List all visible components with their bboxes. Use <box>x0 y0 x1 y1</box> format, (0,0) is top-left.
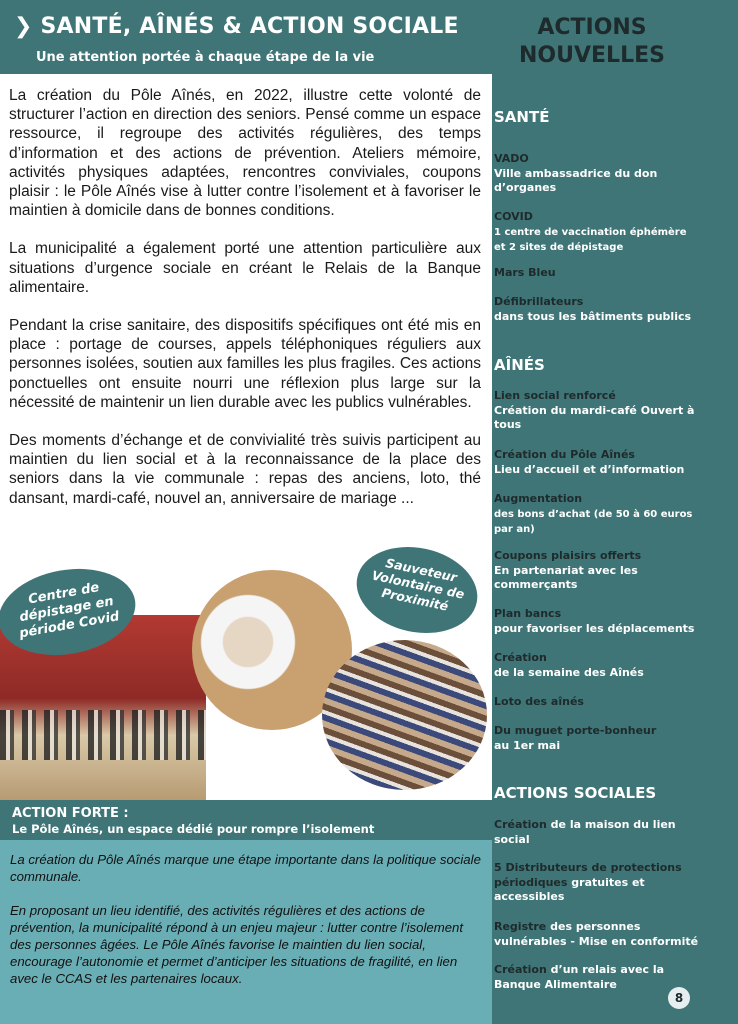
photo-collage <box>0 555 492 800</box>
list-item: Loto des aînés <box>494 695 584 708</box>
list-item: Création de la semaine des Aînés <box>494 651 644 679</box>
action-forte-header <box>0 800 492 840</box>
action-forte-paragraph: En proposant un lieu identifié, des activités régulières et des actions de prévention, la municipalité répond à un enjeu majeur : lutter contre l’isolement des personnes âgées. Le Pôle Aînés favorise le maintien du lien social, encourage l’autonomie et permet d’anticiper les situations de fragilité, en lien avec le CCAS et les partenaires locaux. <box>10 903 464 986</box>
sante-heading: SANTÉ <box>494 108 550 126</box>
list-item: COVID 1 centre de vaccination éphémère et 2 sites de dépistage <box>494 210 687 253</box>
action-forte-subtitle: Le Pôle Aînés, un espace dédié pour rompre l’isolement <box>12 822 375 836</box>
list-item: Coupons plaisirs offerts En partenariat avec les commerçants <box>494 549 642 591</box>
section-header <box>0 0 492 74</box>
list-item: Création du Pôle Aînés Lieu d’accueil et d’information <box>494 448 685 476</box>
actions-sociales-heading: ACTIONS SOCIALES <box>494 784 657 802</box>
list-item: 5 Distributeurs de protections périodiques gratuites et accessibles <box>494 861 682 903</box>
list-item: Mars Bleu <box>494 266 556 279</box>
list-item: VADO Ville ambassadrice du don d’organes <box>494 152 658 194</box>
section-subtitle: Une attention portée à chaque étape de la vie <box>36 50 375 65</box>
list-item: Création de la maison du lien social <box>494 818 676 846</box>
covid-bubble: Centre de dépistage en période Covid <box>0 559 142 666</box>
list-item: Plan bancs pour favoriser les déplacements <box>494 607 695 635</box>
section-title: ❯ SANTÉ, AÎNÉS & ACTION SOCIALE <box>14 14 459 39</box>
page-number: 8 <box>668 987 690 1009</box>
list-item: Lien social renforcé Création du mardi-café Ouvert à tous <box>494 389 695 431</box>
action-forte-label: ACTION FORTE : <box>12 806 129 821</box>
list-item: Création d’un relais avec la Banque Alimentaire <box>494 963 665 991</box>
intro-paragraph: Des moments d’échange et de convivialité très suivis participent au maintien du lien social et à la reconnaissance de la place des seniors dans la vie communale : repas des anciens, loto, thé dansant, mardi-café, nouvel an, anniversaire de mariage ... <box>9 432 481 507</box>
aines-heading: AÎNÉS <box>494 356 545 374</box>
list-item: Registre des personnes vulnérables - Mise en conformité <box>494 920 699 948</box>
intro-paragraph: Pendant la crise sanitaire, des dispositifs spécifiques ont été mis en place : portage de courses, appels téléphoniques réguliers aux personnes isolées, soutien aux familles les plus fragiles. Ces actions ponctuelles ont ensuite nourri une réflexion plus large sur la nécessité de maintenir un lien durable avec les publics vulnérables. <box>9 317 481 411</box>
intro-paragraph: La création du Pôle Aînés, en 2022, illustre cette volonté de structurer l’action en direction des seniors. Pensé comme un espace ressource, il regroupe des activités régulières, des temps d’information et des actions de prévention. Ateliers mémoire, activités physiques adaptées, rencontres conviviales, coupons plaisir : le Pôle Aînés vise à lutter contre l’isolement et à favoriser le maintien à domicile dans de bonnes conditions. <box>9 87 481 220</box>
intro-text <box>9 86 481 527</box>
action-forte-body <box>0 840 492 1024</box>
sauveteur-bubble: Sauveteur Volontaire de Proximité <box>349 536 486 644</box>
list-item: Augmentation des bons d’achat (de 50 à 60 euros par an) <box>494 492 693 535</box>
list-item: Défibrillateurs dans tous les bâtiments publics <box>494 295 692 323</box>
banquet-photo <box>322 640 487 790</box>
intro-paragraph: La municipalité a également porté une attention particulière aux situations d’urgence sociale en créant le Relais de la Banque alimentaire. <box>9 240 481 296</box>
actions-sidebar <box>492 0 738 1024</box>
sidebar-title: ACTIONS NOUVELLES <box>519 15 665 68</box>
chevron-right-icon: ❯ <box>14 14 33 39</box>
list-item: Du muguet porte-bonheur au 1er mai <box>494 724 657 752</box>
action-forte-paragraph: La création du Pôle Aînés marque une étape importante dans la politique sociale communale. <box>10 852 481 884</box>
